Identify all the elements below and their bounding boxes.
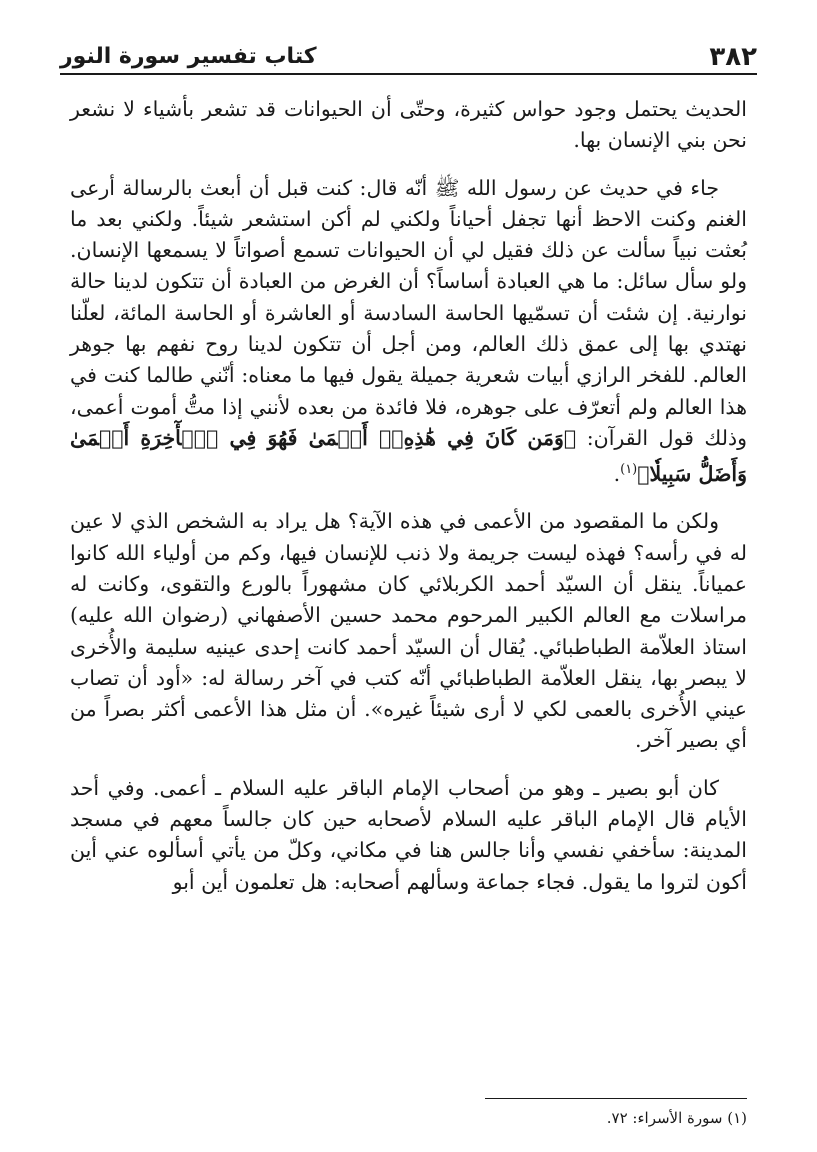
- header-divider: [60, 73, 757, 75]
- running-title: كتاب تفسير سورة النور: [60, 44, 317, 69]
- quran-verse: ﴿وَمَن كَانَ فِي هَٰذِهِۦٓ أَعۡمَىٰ فَهُوَ فِي ٱلۡأٓخِرَةِ أَعۡمَىٰ وَأَضَلُّ سَبِيلٗا﴾: [70, 425, 747, 487]
- page-header: [60, 28, 757, 72]
- page-number: ٣٨٢: [709, 42, 757, 72]
- paragraph-2-end: .: [613, 462, 621, 487]
- footnote-reference[interactable]: (١): [620, 462, 638, 478]
- paragraph-3: ولكن ما المقصود من الأعمى في هذه الآية؟ هل يراد به الشخص الذي لا عين له في رأسه؟ فهذه ليست جريمة ولا ذنب للإنسان فيها، وكم من أولياء الله كانوا عمياناً. ينقل أن السيّد أحمد الكربلائي كان مشهوراً بالورع والتقوى، وكانت له مراسلات مع العالم الكبير المرحوم محمد حسين الأصفهاني (رضوان الله عليه) استاذ العلاّمة الطباطبائي. يُقال أن السيّد أحمد كانت إحدى عينيه سليمة والأُخرى لا يبصر بها، ينقل العلاّمة الطباطبائي أنّه كتب في آخر رسالة له: «أود أن تصاب عيني الأُخرى بالعمى لكي لا أرى شيئاً غيره». أن مثل هذا الأعمى أكثر بصراً من أي بصير آخر.: [70, 509, 747, 753]
- footnote: (١) سورة الأسراء: ٧٢.: [606, 1109, 747, 1127]
- footnote-divider: [485, 1098, 747, 1099]
- main-text: [70, 94, 747, 914]
- paragraph-2-text: جاء في حديث عن رسول الله ﷺ أنّه قال: كنت قبل أن أبعث بالرسالة أرعى الغنم وكنت الاحظ أنها تجفل أحياناً ولكني لم أكن استشعر شيئاً. ولكني بعد ما بُعثت نبياً سألت عن ذلك فقيل لي أن الحيوانات تسمع أصواتاً لا يسمعها الإنسان. ولو سأل سائل: ما هي العبادة أساساً؟ أن الغرض من العبادة أن تتكون لدينا حالة نوارنية. إن شئت أن تسمّيها الحاسة السادسة أو العاشرة أو الحاسة المائة، لعلّنا نهتدي بها إلى عمق ذلك العالم، ومن أجل أن تتكون لدينا روح نفهم بها جوهر العالم. للفخر الرازي أبيات شعرية جميلة يقول فيها ما معناه: أنّني طالما كنت في هذا العالم ولم أتعرّف على جوهره، فلا فائدة من بعده لأنني إذا متُّ أموت أعمى، وذلك قول القرآن:: [70, 175, 747, 450]
- paragraph-2: [70, 173, 747, 491]
- paragraph-4: كان أبو بصير ـ وهو من أصحاب الإمام الباقر عليه السلام ـ أعمى. وفي أحد الأيام قال الإمام الباقر عليه السلام لأصحابه حين كان جالساً معهم في مسجد المدينة: سأخفي نفسي وأنا جالس هنا في مكاني، وكلّ من يأتي أسألوه عني أين أكون لتروا ما يقول. فجاء جماعة وسألهم أصحابه: هل تعلمون أين أبو: [70, 775, 747, 894]
- paragraph-1: الحديث يحتمل وجود حواس كثيرة، وحتّى أن الحيوانات قد تشعر بأشياء لا نشعر نحن بني الإنسان بها.: [70, 97, 747, 153]
